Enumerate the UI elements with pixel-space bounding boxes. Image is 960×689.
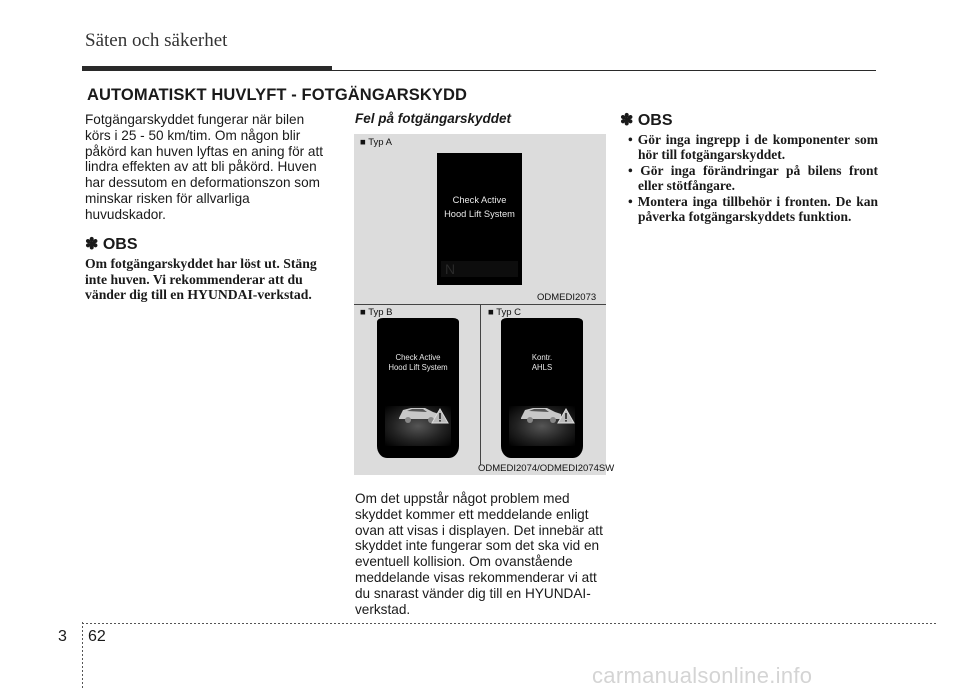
type-c-label: ■ Typ C [488,307,522,318]
intro-line: påkörd kan huven lyftas en aning för att [85,143,324,159]
fault-line: skyddet kommer ett meddelande enligt [355,506,589,522]
fault-line: verkstad. [355,601,411,617]
list-item: • Montera inga tillbehör i fronten. De kan påverka fotgängarskyddets funktion. [628,193,878,225]
subheading-fault: Fel på fotgängarskyddet [355,111,512,126]
screen-a-line: Hood Lift System [444,209,515,219]
intro-line: Fotgängarskyddet fungerar när bilen [85,112,305,127]
header-rule-thick [82,66,332,71]
screen-a-message [437,193,522,221]
fault-line: ovan att visas i displayen. Det innebär att [355,522,603,538]
section-title: Säten och säkerhet [85,30,228,51]
svg-text:N: N [445,261,456,277]
fault-line: Om det uppstår något problem med [355,491,570,506]
intro-line: minskar risken för allvarliga [85,190,250,206]
warning-triangle-icon [557,408,575,424]
screen-a-faint-readout [437,257,522,281]
figure-divider-v [480,305,481,465]
footer-dashed-rule [82,623,938,624]
type-b-label: ■ Typ B [360,307,393,318]
display-screen-c [501,318,583,458]
list-item: • Gör inga förändringar på bilens front eller stötfångare. [628,162,878,194]
chapter-number: 3 [58,628,67,645]
intro-line: har dessutom en deformationszon som [85,175,320,191]
obs-title-2: ✽ OBS [620,112,673,129]
obs-line: Om fotgängarskyddet har löst ut. Stäng [85,256,317,271]
screen-c-line: AHLS [531,363,553,372]
obs-title-1: ✽ OBS [85,236,138,253]
code-bc: ODMEDI2074/ODMEDI2074SW [478,463,615,474]
screen-b-message [377,353,459,373]
display-screen-b [377,318,459,458]
fault-line: skyddet inte fungerar som det ska vid en [355,538,600,554]
obs-note-1 [85,256,334,303]
page-heading: AUTOMATISKT HUVLYFT - FOTGÄNGARSKYDD [87,86,468,104]
page-number: 62 [88,628,106,645]
fault-line: meddelande visas rekommenderar vi att [355,569,597,585]
fault-line: eventuell kollision. Om ovanstående [355,554,573,570]
obs-line: inte huven. Vi rekommenderar att du [85,271,303,287]
warning-triangle-icon [431,408,449,424]
intro-line: lindra effekten av att bli påkörd. Huven [85,159,317,175]
intro-line: körs i 25 - 50 km/tim. Om någon blir [85,127,301,143]
header-rule-thin [332,70,876,71]
screen-c-line: Kontr. [531,353,553,362]
obs-line: vänder dig till en HYUNDAI-verkstad. [85,287,312,303]
obs-list [620,132,878,224]
list-item: • Gör inga ingrepp i de komponenter som hör till fotgängarskyddet. [628,132,878,163]
screen-b-line: Check Active [395,353,441,362]
fault-paragraph [355,491,605,617]
screen-c-message [501,353,583,373]
intro-paragraph [85,112,334,223]
footer-dashed-divider [82,622,83,689]
screen-b-line: Hood Lift System [388,363,448,372]
fault-line: du snarast vänder dig till en HYUNDAI- [355,585,591,601]
code-a: ODMEDI2073 [537,292,597,303]
type-a-label: ■ Typ A [360,137,392,148]
intro-line: huvudskador. [85,206,166,222]
screen-a-line: Check Active [452,195,507,205]
display-screen-a [437,153,522,285]
watermark: carmanualsonline.info [592,663,813,688]
